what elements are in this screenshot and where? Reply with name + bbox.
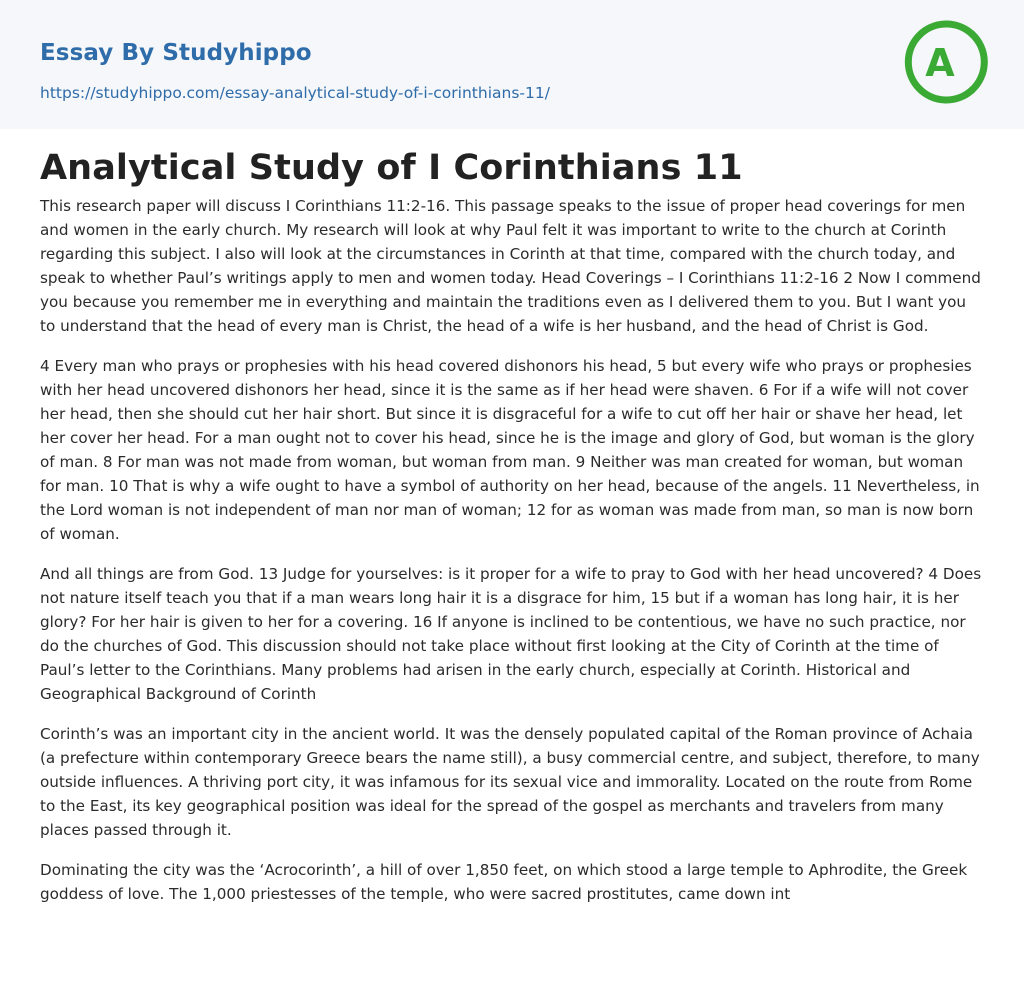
studyhippo-logo-icon[interactable] (900, 18, 988, 106)
essay-paragraph: And all things are from God. 13 Judge for yourselves: is it proper for a wife to pray to God with her head uncovered? 4 Does not nature itself teach you that if a man wears long hair it is a disgrace for him, 15 but if a woman has long hair, it is her glory? For her hair is given to her for a covering. 16 If anyone is inclined to be contentious, we have no such practice, nor do the churches of God. This discussion should not take place without first looking at the City of Corinth at the time of Paul’s letter to the Corinthians. Many problems had arisen in the early church, especially at Corinth. Historical and Geographical Background of Corinth (40, 565, 982, 703)
essay-paragraph: Corinth’s was an important city in the ancient world. It was the densely populated capital of the Roman province of Achaia (a prefecture within contemporary Greece bears the name still), a busy commercial centre, and subject, therefore, to many outside influences. A thriving port city, it was infamous for its sexual vice and immorality. Located on the route from Rome to the East, its key geographical position was ideal for the spread of the gospel as merchants and travelers from many places passed through it. (40, 725, 980, 839)
site-header (0, 0, 1024, 129)
essay-title: Analytical Study of I Corinthians 11 (40, 148, 743, 188)
essay-paragraph: 4 Every man who prays or prophesies with his head covered dishonors his head, 5 but every wife who prays or prophesies with her head uncovered dishonors her head, since it is the same as if her head were shaven. 6 For if a wife will not cover her head, then she should cut her hair short. But since it is disgraceful for a wife to cut off her hair or shave her head, let her cover her head. For a man ought not to cover his head, since he is the image and glory of God, but woman is the glory of man. 8 For man was not made from woman, but woman from man. 9 Neither was man created for woman, but woman for man. 10 That is why a wife ought to have a symbol of authority on her head, because of the angels. 11 Nevertheless, in the Lord woman is not independent of man nor man of woman; 12 for as woman was made from man, so man is now born of woman. (40, 357, 980, 543)
essay-paragraph: This research paper will discuss I Corinthians 11:2-16. This passage speaks to the issue of proper head coverings for men and women in the early church. My research will look at why Paul felt it was important to write to the church at Corinth regarding this subject. I also will look at the circumstances in Corinth at that time, compared with the church today, and speak to whether Paul’s writings apply to men and women today. Head Coverings – I Corinthians 11:2-16 2 Now I commend you because you remember me in everything and maintain the traditions even as I delivered them to you. But I want you to understand that the head of every man is Christ, the head of a wife is her husband, and the head of Christ is God. (40, 197, 981, 335)
logo-letter: A (925, 41, 955, 85)
essay-paragraph: Dominating the city was the ‘Acrocorinth’, a hill of over 1,850 feet, on which stood a large temple to Aphrodite, the Greek goddess of love. The 1,000 priestesses of the temple, who were sacred prostitutes, came down int (40, 861, 968, 903)
page-url-link[interactable]: https://studyhippo.com/essay-analytical-study-of-i-corinthians-11/ (40, 84, 550, 102)
site-title[interactable]: Essay By Studyhippo (40, 40, 312, 66)
article-body (0, 146, 1024, 906)
